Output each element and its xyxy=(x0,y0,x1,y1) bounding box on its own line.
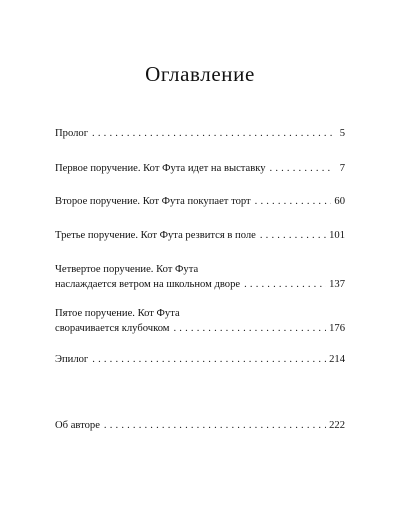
toc-entry-title: Эпилог xyxy=(55,354,89,365)
toc-entry-chapter-2 xyxy=(55,194,345,209)
toc-entry-chapter-3 xyxy=(55,228,345,243)
toc-entry-title: Первое поручение. Кот Фута идет на выставку xyxy=(55,163,266,174)
toc-entry-title-line-2: сворачивается клубочком xyxy=(55,323,170,334)
toc-entry-page-number: 176 xyxy=(329,323,345,334)
dot-leader xyxy=(104,418,326,433)
dot-leader xyxy=(270,161,332,176)
page-title: Оглавление xyxy=(145,62,255,86)
toc-entry-page-number: 5 xyxy=(339,128,345,139)
toc-entry-page-number: 7 xyxy=(339,163,345,174)
toc-entry-prologue xyxy=(55,126,345,141)
toc-entry-title: Об авторе xyxy=(55,420,100,431)
toc-entry-chapter-4 xyxy=(55,262,345,292)
toc-entry-chapter-1 xyxy=(55,161,345,176)
toc-entry-title: Пролог xyxy=(55,128,89,139)
dot-leader xyxy=(260,228,326,243)
toc-entry-line xyxy=(55,161,345,176)
toc-entry-title-line-2: наслаждается ветром на школьном дворе xyxy=(55,279,241,290)
toc-entry-chapter-5 xyxy=(55,306,345,336)
dot-leader xyxy=(174,321,327,336)
dot-leader xyxy=(255,194,332,209)
toc-entry-line xyxy=(55,228,345,243)
toc-entry-line xyxy=(55,126,345,141)
dot-leader xyxy=(92,352,326,367)
toc-entry-page-number: 101 xyxy=(329,230,345,241)
toc-entry-title: Второе поручение. Кот Фута покупает торт xyxy=(55,196,251,207)
toc-entry-page-number: 214 xyxy=(329,354,345,365)
toc-entry-line xyxy=(55,277,345,292)
toc-entry-page-number: 222 xyxy=(329,420,345,431)
toc-entry-line xyxy=(55,352,345,367)
toc-entry-line xyxy=(55,321,345,336)
toc-entry-page-number: 60 xyxy=(334,196,345,207)
toc-entry-line xyxy=(55,418,345,433)
dot-leader xyxy=(92,126,332,141)
toc-entry-about-author xyxy=(55,418,345,433)
toc-entry-title-line-1: Четвертое поручение. Кот Фута xyxy=(55,264,199,275)
toc-entry-title: Третье поручение. Кот Фута резвится в поле xyxy=(55,230,256,241)
toc-entry-line xyxy=(55,194,345,209)
toc-entry-title-line-1: Пятое поручение. Кот Фута xyxy=(55,308,180,319)
toc-entry-page-number: 137 xyxy=(329,279,345,290)
dot-leader xyxy=(244,277,326,292)
toc-entry-epilogue xyxy=(55,352,345,367)
